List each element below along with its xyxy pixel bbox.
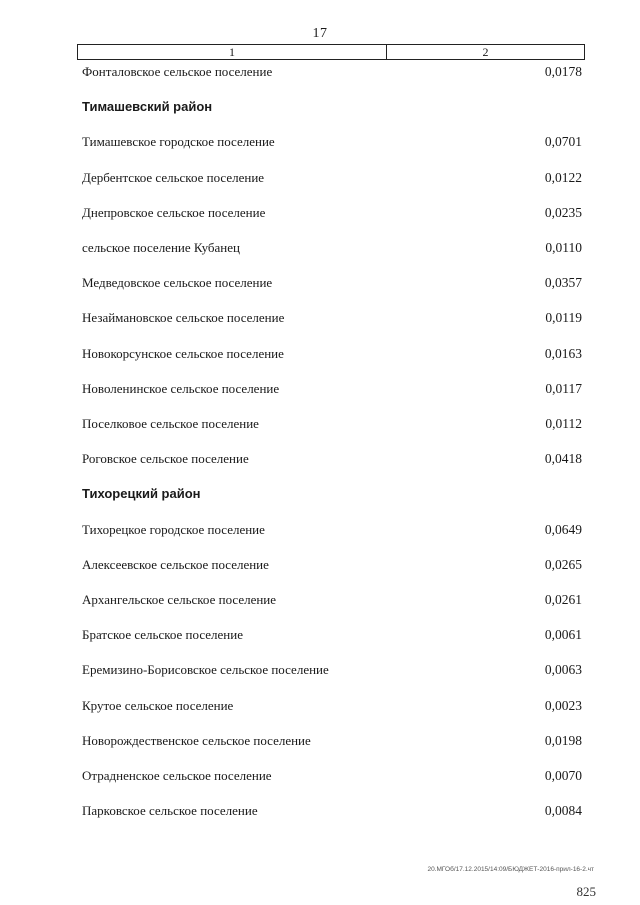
- settlement-name: сельское поселение Кубанец: [82, 240, 240, 255]
- coefficient-value: 0,0649: [544, 521, 582, 537]
- table-row: [82, 660, 582, 680]
- settlement-name: Медведовское сельское поселение: [82, 275, 273, 291]
- settlement-name: Отрадненское сельское поселение: [82, 768, 272, 783]
- coefficient-value: 0,0084: [544, 803, 582, 819]
- table-row: [82, 555, 582, 575]
- coefficient-value: 0,0235: [544, 204, 582, 220]
- settlement-name: Новокорсунское сельское поселение: [82, 345, 284, 361]
- district-heading-row: [82, 97, 582, 117]
- column-2-header: 2: [482, 45, 489, 59]
- settlement-name: Незаймановское сельское поселение: [82, 310, 285, 326]
- page-number: 17: [312, 26, 328, 41]
- settlement-name: Алексеевское сельское поселение: [82, 556, 269, 572]
- table-row: [82, 379, 582, 399]
- table-row: [82, 731, 582, 751]
- settlement-name: Архангельское сельское поселение: [82, 592, 277, 607]
- settlement-name: Парковское сельское поселение: [82, 803, 258, 819]
- district-name: Тихорецкий район: [82, 486, 201, 502]
- table-row: [82, 590, 582, 610]
- settlement-name: Поселковое сельское поселение: [82, 416, 259, 431]
- coefficient-value: 0,0119: [545, 310, 582, 326]
- coefficient-value: 0,0178: [544, 64, 582, 79]
- coefficient-value: 0,0701: [544, 134, 582, 150]
- settlement-name: Еремизино-Борисовское сельское поселение: [82, 662, 329, 678]
- coefficient-value: 0,0418: [544, 451, 582, 467]
- coefficient-value: 0,0117: [545, 380, 582, 396]
- coefficient-value: 0,0198: [544, 732, 582, 748]
- coefficient-value: 0,0063: [544, 662, 582, 678]
- table-row: [82, 308, 582, 328]
- coefficient-value: 0,0112: [545, 416, 582, 431]
- table-row: [82, 449, 582, 469]
- settlement-name: Новорождественское сельское поселение: [82, 732, 311, 748]
- table-row: [82, 625, 582, 645]
- table-row: [82, 520, 582, 540]
- table-row: [82, 168, 582, 188]
- table-row: [82, 696, 582, 716]
- settlement-name: Днепровское сельское поселение: [82, 204, 266, 220]
- district-heading-row: [82, 484, 582, 504]
- settlement-name: Братское сельское поселение: [82, 627, 243, 643]
- table-row: [82, 414, 582, 434]
- table-row: [82, 273, 582, 293]
- table-row: [82, 344, 582, 364]
- table-row: [82, 203, 582, 223]
- table-row: [82, 766, 582, 786]
- settlement-name: Новоленинское сельское поселение: [82, 380, 280, 396]
- settlement-name: Тихорецкое городское поселение: [82, 521, 265, 537]
- table-row: [82, 62, 582, 82]
- settlement-name: Дербентское сельское поселение: [82, 169, 265, 185]
- table-row: [82, 801, 582, 821]
- sheet-number: 825: [576, 884, 596, 899]
- coefficient-value: 0,0110: [545, 240, 582, 255]
- district-name: Тимашевский район: [82, 99, 213, 115]
- coefficient-value: 0,0070: [544, 768, 582, 783]
- settlement-name: Крутое сельское поселение: [82, 697, 234, 713]
- settlement-name: Фонталовское сельское поселение: [82, 64, 273, 79]
- settlement-name: Роговское сельское поселение: [82, 451, 249, 467]
- coefficient-value: 0,0061: [544, 627, 582, 643]
- table-row: [82, 238, 582, 258]
- table-row: [82, 132, 582, 152]
- coefficient-value: 0,0023: [544, 697, 582, 713]
- coefficient-value: 0,0122: [544, 169, 582, 185]
- coefficient-value: 0,0357: [544, 275, 582, 291]
- coefficient-value: 0,0261: [544, 592, 582, 607]
- document-stamp: 20.МГОб/17.12.2015/14:09/БЮДЖЕТ-2016-прил-16-2.чт: [427, 866, 594, 873]
- settlement-name: Тимашевское городское поселение: [82, 134, 275, 150]
- coefficient-value: 0,0265: [544, 556, 582, 572]
- coefficient-value: 0,0163: [544, 345, 582, 361]
- table-column-header: [77, 44, 585, 60]
- column-1-header: 1: [78, 45, 387, 59]
